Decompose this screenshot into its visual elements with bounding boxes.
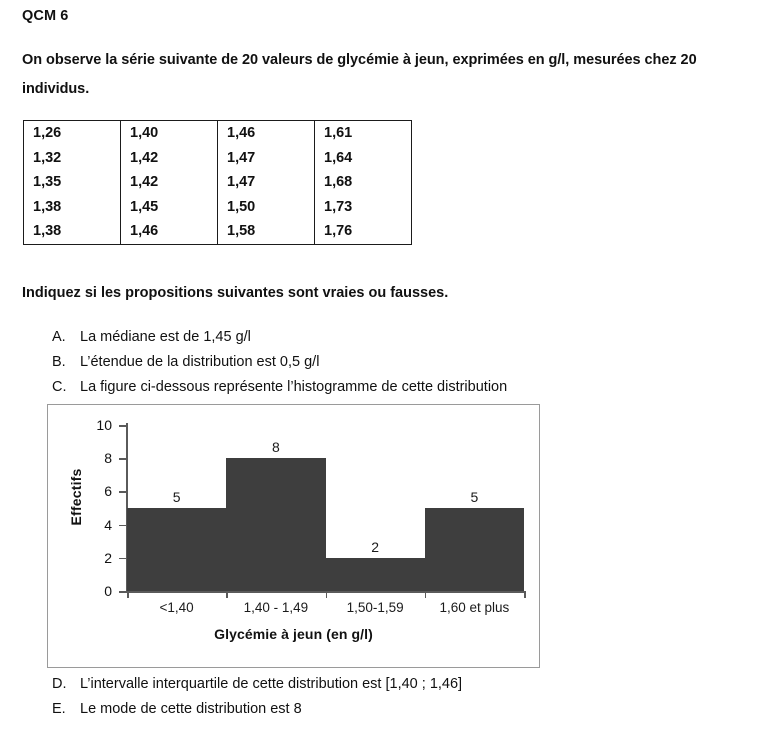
x-axis-tick	[524, 591, 526, 598]
table-cell: 1,40	[121, 121, 218, 146]
y-axis-tick-label: 4	[104, 516, 112, 533]
bar-value-label: 5	[470, 489, 479, 505]
proposition-b-text: L’étendue de la distribution est 0,5 g/l	[80, 354, 320, 370]
table-cell: 1,38	[24, 219, 121, 244]
histogram-bar	[425, 508, 524, 591]
instruction-text: Indiquez si les propositions suivantes sont vraies ou fausses.	[22, 285, 449, 301]
x-category-label: <1,40	[159, 600, 194, 615]
proposition-d-letter: D.	[52, 676, 67, 692]
table-row	[24, 219, 412, 244]
table-cell: 1,76	[315, 219, 412, 244]
proposition-c-letter: C.	[52, 379, 67, 395]
table-row	[24, 146, 412, 171]
table-cell: 1,61	[315, 121, 412, 146]
table-cell: 1,26	[24, 121, 121, 146]
table-cell: 1,73	[315, 195, 412, 220]
x-axis-title: Glycémie à jeun (en g/l)	[214, 626, 373, 642]
proposition-e-text: Le mode de cette distribution est 8	[80, 701, 302, 717]
y-axis-tick-label: 10	[96, 417, 112, 433]
proposition-c-text: La figure ci-dessous représente l’histogramme de cette distribution	[80, 379, 508, 395]
proposition-c	[52, 379, 507, 395]
x-category-label: 1,40 - 1,49	[243, 600, 309, 615]
y-axis-tick-label: 6	[104, 483, 112, 500]
y-axis-tick	[119, 591, 126, 593]
proposition-d	[52, 676, 462, 692]
values-table	[23, 120, 412, 245]
table-row	[24, 195, 412, 220]
table-cell: 1,38	[24, 195, 121, 220]
histogram-figure	[47, 404, 540, 668]
table-cell: 1,47	[218, 170, 315, 195]
x-category-label: 1,60 et plus	[439, 600, 510, 615]
table-cell: 1,46	[121, 219, 218, 244]
table-cell: 1,47	[218, 146, 315, 171]
table-cell: 1,35	[24, 170, 121, 195]
x-category-label: 1,50-1,59	[346, 600, 404, 615]
y-axis-tick-label: 0	[104, 583, 112, 599]
x-axis-tick	[425, 591, 427, 598]
proposition-b-letter: B.	[52, 354, 66, 370]
histogram-bar	[127, 508, 226, 591]
table-row	[24, 170, 412, 195]
y-axis-tick-label: 2	[104, 549, 112, 566]
histogram-inner	[48, 405, 539, 667]
x-axis-tick	[226, 591, 228, 598]
y-axis-label: Effectifs	[68, 468, 84, 526]
table-row	[24, 121, 412, 146]
table-cell: 1,50	[218, 195, 315, 220]
x-axis-tick	[127, 591, 129, 598]
x-axis-tick	[326, 591, 328, 598]
proposition-a-letter: A.	[52, 329, 66, 345]
bar-value-label: 5	[172, 489, 181, 505]
proposition-a-text: La médiane est de 1,45 g/l	[80, 329, 251, 345]
y-axis-tick	[119, 491, 126, 493]
table-cell: 1,58	[218, 219, 315, 244]
y-axis-tick	[119, 425, 126, 427]
table-cell: 1,42	[121, 146, 218, 171]
table-cell: 1,45	[121, 195, 218, 220]
bar-value-label: 2	[371, 538, 380, 555]
bar-value-label: 8	[271, 439, 280, 456]
proposition-e-letter: E.	[52, 701, 66, 717]
proposition-b	[52, 354, 319, 370]
table-cell: 1,64	[315, 146, 412, 171]
histogram-bar	[226, 458, 325, 591]
page-title: QCM 6	[22, 8, 69, 24]
proposition-a	[52, 329, 251, 345]
y-axis-tick	[119, 525, 126, 527]
histogram-bar	[326, 558, 425, 591]
y-axis-tick	[119, 458, 126, 460]
table-cell: 1,32	[24, 146, 121, 171]
table-cell: 1,46	[218, 121, 315, 146]
y-axis-tick	[119, 558, 126, 560]
proposition-d-text: L’intervalle interquartile de cette distribution est [1,40 ; 1,46]	[80, 676, 463, 692]
plot-area	[127, 425, 524, 591]
table-cell: 1,42	[121, 170, 218, 195]
intro-paragraph: On observe la série suivante de 20 valeurs de glycémie à jeun, exprimées en g/l, mesurées chez 20 individus.	[22, 52, 697, 97]
table-cell: 1,68	[315, 170, 412, 195]
proposition-e	[52, 701, 302, 717]
y-axis-tick-label: 8	[104, 450, 112, 467]
